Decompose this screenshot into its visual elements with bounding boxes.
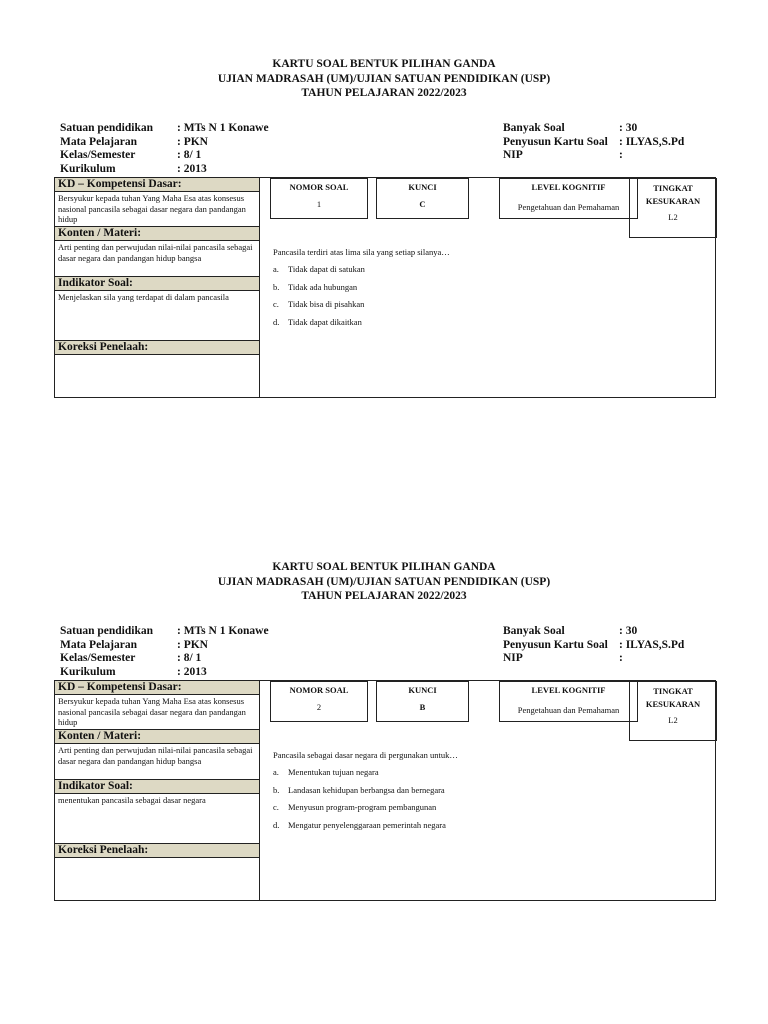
indikator-text: Menjelaskan sila yang terdapat di dalam pancasila <box>58 292 229 302</box>
kd-header: KD – Kompetensi Dasar: <box>55 178 259 192</box>
info-left <box>60 625 269 679</box>
title-line-1: KARTU SOAL BENTUK PILIHAN GANDA <box>272 561 496 573</box>
tingkat-kesukaran-label: TINGKAT KESUKARAN <box>645 183 701 206</box>
title-line-3: TAHUN PELAJARAN 2022/2023 <box>301 590 467 602</box>
left-panel <box>55 681 260 900</box>
card-title <box>0 560 768 604</box>
kd-header: KD – Kompetensi Dasar: <box>55 681 259 695</box>
info-row-kurikulum <box>60 163 269 177</box>
option-text: Menentukan tujuan negara <box>288 767 379 777</box>
info-value: : ILYAS,S.Pd <box>619 638 685 651</box>
info-value: : 30 <box>619 625 638 637</box>
info-row-mapel <box>60 639 269 653</box>
nomor-soal-value: 1 <box>316 199 322 209</box>
info-value: : <box>619 149 623 161</box>
level-kognitif-box <box>499 178 638 219</box>
koreksi-header: Koreksi Penelaah: <box>55 843 259 858</box>
info-value: : 8/ 1 <box>177 652 202 664</box>
info-label: NIP <box>503 652 523 664</box>
info-label: Penyusun Kartu Soal <box>503 638 608 651</box>
info-row-penyusun <box>503 136 684 150</box>
kunci-value: B <box>419 702 426 712</box>
question-card-1 <box>0 57 768 407</box>
tingkat-kesukaran-value: L2 <box>668 715 678 725</box>
option-letter: b. <box>273 281 280 292</box>
option-letter: d. <box>273 316 280 327</box>
level-kognitif-value: Pengetahuan dan Pemahaman <box>517 202 620 212</box>
left-panel <box>55 178 260 397</box>
info-label: Satuan pendidikan <box>60 122 154 134</box>
option-letter: c. <box>273 299 279 309</box>
tingkat-kesukaran-label: TINGKAT KESUKARAN <box>645 686 701 709</box>
konten-header: Konten / Materi: <box>55 729 259 744</box>
info-row-nip <box>503 652 684 666</box>
info-value: : MTs N 1 Konawe <box>177 122 269 134</box>
info-label: Mata Pelajaran <box>60 638 137 651</box>
kunci-box <box>376 681 469 722</box>
kunci-label: KUNCI <box>408 182 437 192</box>
info-value: : 8/ 1 <box>177 149 202 161</box>
info-right <box>503 122 684 163</box>
info-row-kurikulum <box>60 666 269 680</box>
card-table <box>54 680 716 901</box>
option-letter: d. <box>273 819 280 830</box>
option-text: Tidak dapat di satukan <box>288 264 365 274</box>
option-letter: a. <box>273 767 279 777</box>
kunci-value: C <box>419 199 426 209</box>
info-label: Mata Pelajaran <box>60 135 137 148</box>
nomor-soal-box <box>270 178 368 219</box>
option-text: Tidak bisa di pisahkan <box>288 299 365 309</box>
nomor-soal-box <box>270 681 368 722</box>
tingkat-kesukaran-box <box>629 681 717 741</box>
info-row-banyak-soal <box>503 122 684 136</box>
nomor-soal-label: NOMOR SOAL <box>289 182 349 192</box>
option-a <box>273 767 446 785</box>
kd-text: Bersyukur kepada tuhan Yang Maha Esa atas konsesus nasional pancasila sebagai dasar negara dan pandangan hidup <box>58 696 246 727</box>
koreksi-header: Koreksi Penelaah: <box>55 340 259 355</box>
option-letter: a. <box>273 264 279 274</box>
info-label: Banyak Soal <box>503 122 565 134</box>
info-value: : PKN <box>177 638 208 651</box>
info-value: : PKN <box>177 135 208 148</box>
kunci-label: KUNCI <box>408 685 437 695</box>
option-c <box>273 299 365 317</box>
question-text: Pancasila sebagai dasar negara di pergunakan untuk… <box>273 750 458 760</box>
info-value: : ILYAS,S.Pd <box>619 135 685 148</box>
option-b <box>273 282 365 300</box>
kd-text: Bersyukur kepada tuhan Yang Maha Esa atas konsesus nasional pancasila sebagai dasar negara dan pandangan hidup <box>58 193 246 224</box>
nomor-soal-value: 2 <box>316 702 322 712</box>
info-label: Kurikulum <box>60 162 116 175</box>
card-table <box>54 177 716 398</box>
card-title <box>0 57 768 101</box>
info-row-satuan <box>60 625 269 639</box>
title-line-3: TAHUN PELAJARAN 2022/2023 <box>301 87 467 99</box>
konten-text: Arti penting dan perwujudan nilai-nilai pancasila sebagai dasar negara dan pandangan hidup bangsa <box>58 242 253 263</box>
option-letter: b. <box>273 784 280 795</box>
level-kognitif-value: Pengetahuan dan Pemahaman <box>517 705 620 715</box>
tingkat-kesukaran-box <box>629 178 717 238</box>
option-text: Mengatur penyelenggaraan pemerintah negara <box>288 819 446 830</box>
info-left <box>60 122 269 176</box>
indikator-text: menentukan pancasila sebagai dasar negara <box>58 795 206 805</box>
option-a <box>273 264 365 282</box>
info-value: : <box>619 652 623 664</box>
option-text: Landasan kehidupan berbangsa dan bernegara <box>288 784 445 795</box>
level-kognitif-box <box>499 681 638 722</box>
option-d <box>273 820 446 838</box>
info-label: Kurikulum <box>60 665 116 678</box>
info-row-mapel <box>60 136 269 150</box>
info-value: : 30 <box>619 122 638 134</box>
kunci-box <box>376 178 469 219</box>
level-kognitif-label: LEVEL KOGNITIF <box>531 685 606 695</box>
info-label: Kelas/Semester <box>60 149 136 161</box>
nomor-soal-label: NOMOR SOAL <box>289 685 349 695</box>
answer-options <box>273 767 446 837</box>
konten-text: Arti penting dan perwujudan nilai-nilai pancasila sebagai dasar negara dan pandangan hidup bangsa <box>58 745 253 766</box>
title-line-2: UJIAN MADRASAH (UM)/UJIAN SATUAN PENDIDIKAN (USP) <box>217 575 551 588</box>
info-value: : 2013 <box>177 665 207 678</box>
info-label: Kelas/Semester <box>60 652 136 664</box>
question-card-2 <box>0 560 768 910</box>
info-label: Satuan pendidikan <box>60 625 154 637</box>
option-text: Tidak ada hubungan <box>288 281 358 292</box>
indikator-header: Indikator Soal: <box>55 276 259 291</box>
answer-options <box>273 264 365 334</box>
info-row-kelas <box>60 149 269 163</box>
indikator-header: Indikator Soal: <box>55 779 259 794</box>
info-row-kelas <box>60 652 269 666</box>
konten-header: Konten / Materi: <box>55 226 259 241</box>
option-c <box>273 802 446 820</box>
title-line-2: UJIAN MADRASAH (UM)/UJIAN SATUAN PENDIDIKAN (USP) <box>217 72 551 85</box>
question-text: Pancasila terdiri atas lima sila yang setiap silanya… <box>273 247 450 257</box>
info-value: : MTs N 1 Konawe <box>177 625 269 637</box>
info-right <box>503 625 684 666</box>
info-label: Penyusun Kartu Soal <box>503 135 608 148</box>
info-row-banyak-soal <box>503 625 684 639</box>
title-line-1: KARTU SOAL BENTUK PILIHAN GANDA <box>272 58 496 70</box>
level-kognitif-label: LEVEL KOGNITIF <box>531 182 606 192</box>
info-value: : 2013 <box>177 162 207 175</box>
info-row-penyusun <box>503 639 684 653</box>
option-d <box>273 317 365 335</box>
info-row-nip <box>503 149 684 163</box>
info-row-satuan <box>60 122 269 136</box>
tingkat-kesukaran-value: L2 <box>668 212 678 222</box>
option-text: Tidak dapat dikaitkan <box>288 316 362 327</box>
option-text: Menyusun program-program pembangunan <box>288 802 437 812</box>
option-letter: c. <box>273 802 279 812</box>
option-b <box>273 785 446 803</box>
info-label: NIP <box>503 149 523 161</box>
info-label: Banyak Soal <box>503 625 565 637</box>
